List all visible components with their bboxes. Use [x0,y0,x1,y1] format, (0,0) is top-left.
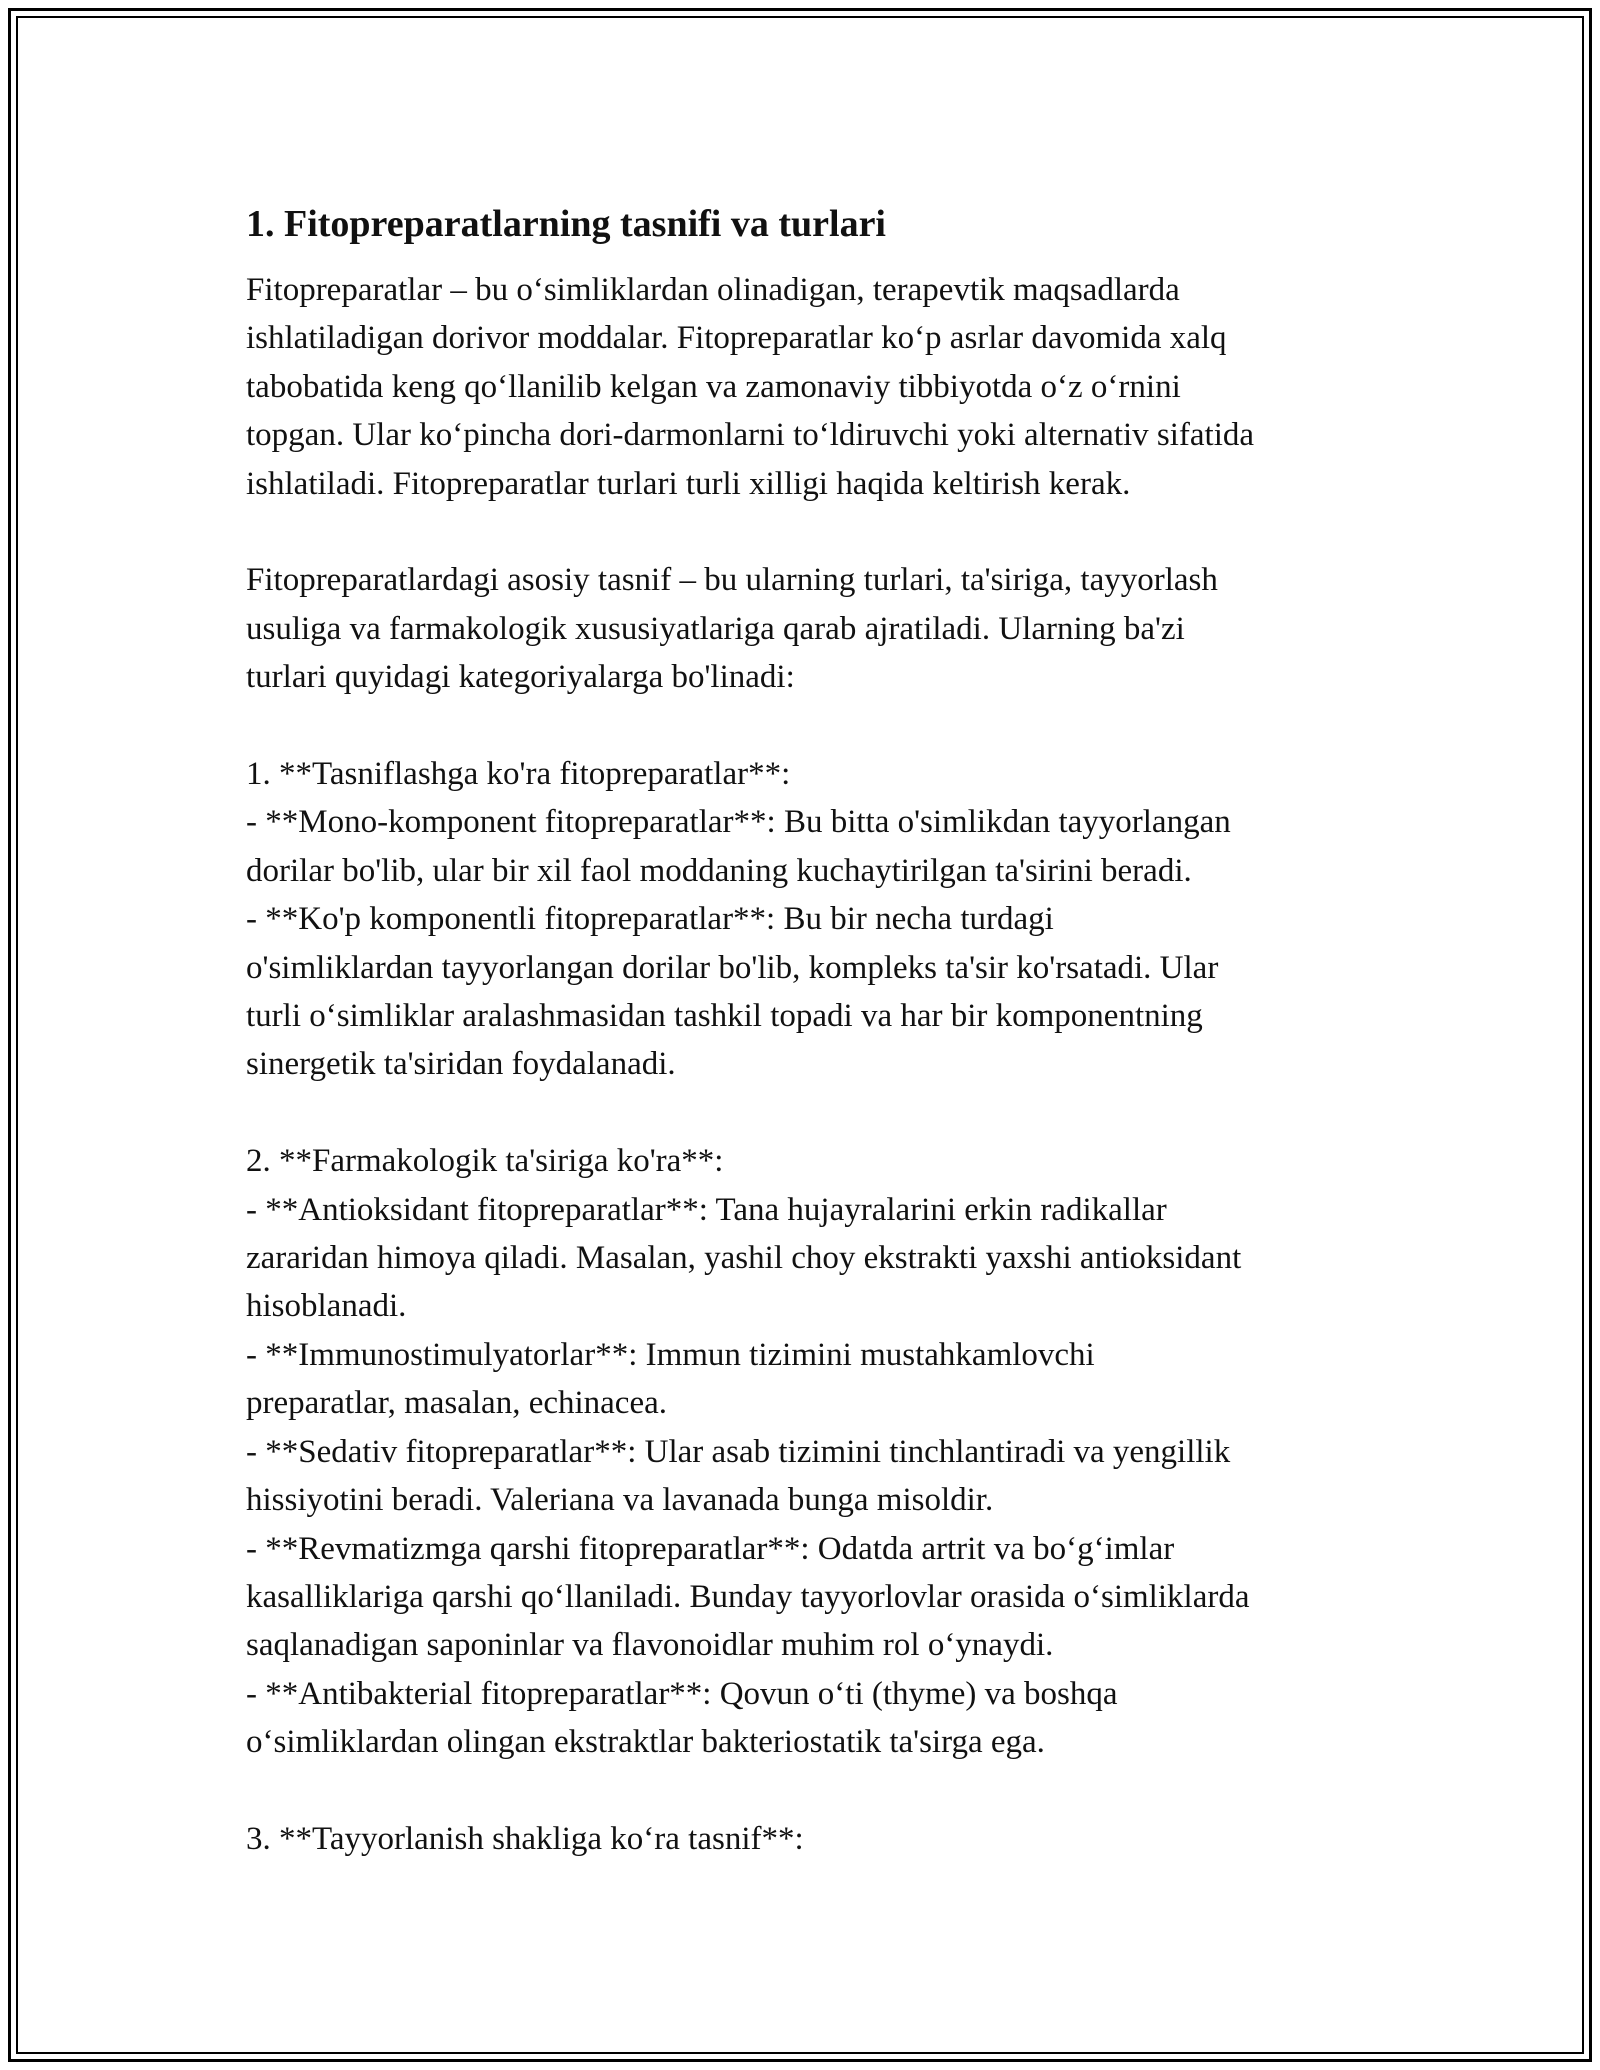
section-pharmacological-classification: 2. **Farmakologik ta'siriga ko'ra**: - **Antioksidant fitopreparatlar**: Tana hujayralarini erkin radikallar zararidan himoya qiladi. Masalan, yashil choy ekstrakti yaxshi antioksidant hisoblanadi. - **Immunostimulyatorlar**: Immun tizimini mustahkamlovchi preparatlar, masalan, echinacea. - **Sedativ fitopreparatlar**: Ular asab tizimini tinchlantiradi va yengillik hissiyotini beradi. Valeriana va lavanada bunga misoldir. - **Revmatizmga qarshi fitopreparatlar**: Odatda artrit va bo‘g‘imlar kasalliklariga qarshi qo‘llaniladi. Bunday tayyorlovlar orasida o‘simliklarda saqlanadigan saponinlar va flavonoidlar muhim rol o‘ynaydi. - **Antibakterial fitopreparatlar**: Qovun o‘ti (thyme) va boshqa o‘simliklardan olingan ekstraktlar bakteriostatik ta'sirga ega. [246,1143,1250,1761]
paragraph-intro: Fitopreparatlar – bu o‘simliklardan olinadigan, terapevtik maqsadlarda ishlatiladigan dorivor moddalar. Fitopreparatlar ko‘p asrlar davomida xalq tabobatida keng qo‘llanilib kelgan va zamonaviy tibbiyotda o‘z o‘rnini topgan. Ular ko‘pincha dori-darmonlarni to‘ldiruvchi yoki alternativ sifatida ishlatiladi. Fitopreparatlar turlari turli xilligi haqida keltirish kerak. [246,272,1255,502]
section-component-classification: 1. **Tasniflashga ko'ra fitopreparatlar**: - **Mono-komponent fitopreparatlar**: Bu bitta o'simlikdan tayyorlangan dorilar bo'lib, ular bir xil faol moddaning kuchaytirilgan ta'sirini beradi. - **Ko'p komponentli fitopreparatlar**: Bu bir necha turdagi o'simliklardan tayyorlangan dorilar bo'lib, kompleks ta'sir ko'rsatadi. Ular turli o‘simliklar aralashmasidan tashkil topadi va har bir komponentning sinergetik ta'siridan foydalanadi. [246,756,1231,1083]
page-frame [8,8,1592,2062]
paragraph-classification: Fitopreparatlardagi asosiy tasnif – bu ularning turlari, ta'siriga, tayyorlash usuliga va farmakologik xususiyatlariga qarab ajratiladi. Ularning ba'zi turlari quyidagi kategoriyalarga bo'linadi: [246,562,1218,696]
document-body [246,196,1376,1863]
section-preparation-form-classification: 3. **Tayyorlanish shakliga ko‘ra tasnif**: [246,1820,804,1857]
document-title: 1. Fitopreparatlarning tasnifi va turlari [246,203,886,245]
